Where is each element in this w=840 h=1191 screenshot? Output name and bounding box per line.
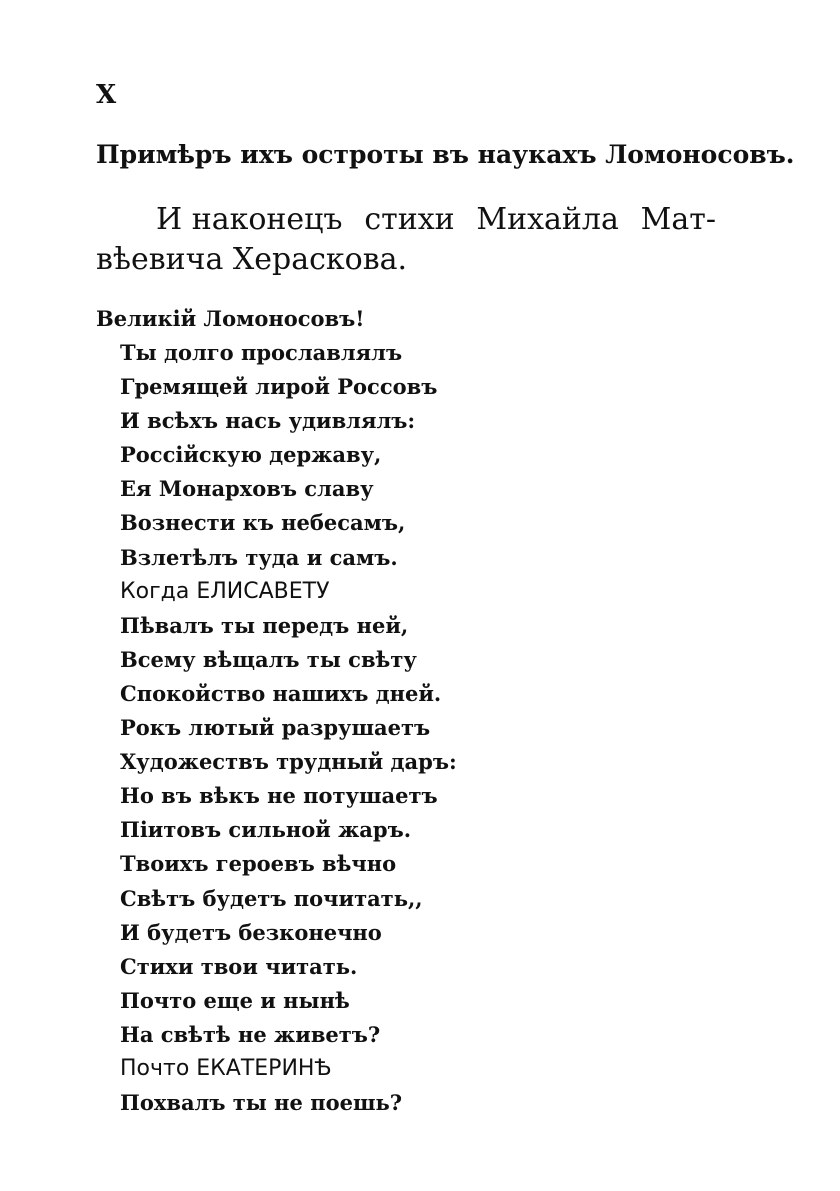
intro-line: Примѣръ ихъ остроты въ наукахъ Ломоносовъ. [96,140,795,169]
poem-opening-line: Великій Ломоносовъ! [96,306,365,331]
poem-line: И всѣхъ нась удивлялъ: [120,408,416,434]
heading-line-2: вѣевича Хераскова. [96,242,408,277]
poem-line: Спокойство нашихъ дней. [120,680,442,706]
poem-line: Ты долго прославлялъ [120,340,403,365]
poem-line: Гремящей лирой Россовъ [120,374,438,400]
poem-line: Взлетѣлъ туда и самъ. [120,544,398,570]
poem-line: Пѣвалъ ты передъ ней, [120,612,409,638]
section-heading [96,200,716,280]
poem-line: Стихи твои читать. [120,953,358,979]
poem-line: Почто ЕКАТЕРИНѢ [120,1055,332,1081]
poem-line: Твоихъ героевъ вѣчно [120,851,397,877]
poem-line: Почто еще и нынѣ [120,987,350,1013]
poem-line: Когда ЕЛИСАВЕТУ [120,578,330,604]
poem-line: Похвалъ ты не поешь? [120,1090,403,1116]
heading-line-1 [96,200,716,240]
poem-line: Свѣтъ будетъ почитать,, [120,885,423,911]
poem-line: Всему вѣщалъ ты свѣту [120,646,417,672]
heading-word: стихи [364,202,455,237]
poem-line: Вознести къ небесамъ, [120,510,406,536]
poem-line: Художествъ трудный даръ: [120,749,457,775]
poem-line: Россійскую державу, [120,442,382,468]
poem-line: Піитовъ сильной жаръ. [120,817,412,843]
poem-line: Рокъ лютый разрушаетъ [120,715,431,741]
poem-line: Но въ вѣкъ не потушаетъ [120,783,438,809]
poem-line: И будетъ безконечно [120,919,382,945]
heading-word: Мат- [640,202,716,237]
poem [96,302,457,1120]
heading-word: И наконецъ [156,202,343,237]
poem-line: На свѣтѣ не живетъ? [120,1021,381,1047]
page-number: X [96,80,118,110]
poem-line: Ея Монарховъ славу [120,476,374,502]
poem-lines [96,336,457,1120]
heading-word: Михайла [476,202,619,237]
